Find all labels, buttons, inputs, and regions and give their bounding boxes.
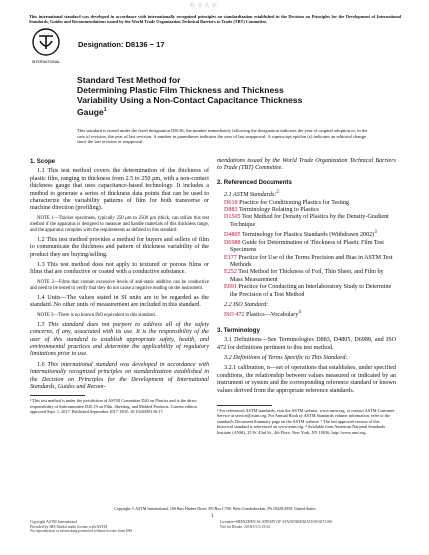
astm-standards-label: 2.1 ASTM Standards:$^2$ (224, 189, 279, 199)
reference-item[interactable]: E252 Test Method for Thickness of Foil, Thin Sheet, and Film by Mass Measurement (224, 269, 384, 283)
watermark-text: 购 业 从 获 (190, 4, 218, 9)
astm-logo-icon (30, 27, 62, 67)
title-line: Standard Test Method for (77, 75, 181, 85)
terminology-heading: 3. Terminology (217, 326, 260, 334)
iso-standard-label: 2.2 ISO Standard: (224, 301, 269, 308)
footnote-rule (217, 405, 272, 406)
reference-link[interactable]: ISO 472 (224, 312, 245, 319)
logo-caption: INTERNATIONAL (31, 60, 61, 64)
footer-right: Licensee=SHENZHEN ACADEMY OF STANDARDIZATION 6072106 Not for Resale, 2018/1/3 3:15:52 (220, 520, 332, 529)
reference-item[interactable]: D4805 Terminology for Plastics Standards (Withdrawn 2002)$^3$ (224, 229, 377, 239)
terminology-3-1: 3.1 Definitions—See Terminologies D883, D4805, D6988, and ISO 472 for definitions pertinent to this test method. (217, 337, 396, 351)
document-title (77, 75, 377, 117)
refs-heading: 2. Referenced Documents (217, 178, 292, 186)
reference-link[interactable]: D618 (224, 199, 238, 206)
note-3: NOTE 3—There is no known ISO equivalent to this standard. (37, 312, 156, 318)
scope-continuation: mendations issued by the World Trade Organization Technical Barriers to Trade (TBT) Committee. (217, 158, 396, 172)
reference-link[interactable]: E691 (224, 284, 237, 291)
reference-link[interactable]: E252 (224, 269, 237, 276)
right-column (217, 158, 396, 435)
note-1: NOTE 1—Thicker specimens, typically 250 μm to 2500 μm (thick, can utilize this test method if the apparatus is designed to measure and handle materials of this thickness range, and the apparatus complies with the requirements as defined in this standard. (30, 215, 209, 233)
reference-list (224, 200, 396, 299)
footnote-2-4: ² For referenced ASTM standards, visit the ASTM website, www.astm.org, or contact ASTM Customer Service at service@astm.org. For Annual Book of ASTM Standards volume information, refer to the standard's Document Summary page on the ASTM website. ³ The last approved version of this historical standard is referenced on www.astm.org. ⁴ Available from American National Standards Institute (ANSI), 25 W. 43rd St., 4th Floor, New York, NY 10036, http://www.ansi.org. (217, 408, 395, 435)
scope-heading: 1. Scope (30, 158, 56, 165)
reference-link[interactable]: D883 (224, 207, 238, 214)
iso-reference-item[interactable]: ISO 472 Plastics—Vocabulary$^4$ (224, 309, 301, 319)
reference-item[interactable]: D6988 Guide for Determination of Thickness of Plastic Film Test Specimens (224, 239, 384, 254)
terminology-3-2-1: 3.2.1 calibration, n—set of operations that establishes, under specified conditions, the relationship between values measured or indicated by an instrument or system and the corresponding reference standard or known values derived from the appropriate reference standards. (217, 365, 396, 394)
reference-item[interactable]: E691 Practice for Conducting an Interlaboratory Study to Determine the Precision of a Test Method (224, 284, 392, 298)
designation: Designation: D8136 − 17 (78, 40, 165, 49)
scope-1-2: 1.2 This test method provides a method for buyers and sellers of film to communicate the thickness and pattern of thickness variability of the product they are buying/selling. (30, 236, 209, 258)
scope-1-1: 1.1 This test method covers the determination of the thickness of plastic film, ranging in thickness from 2.5 to 250 μm, with a non-contact thickness gauge that uses capacitance-based technology. It includes a method to generate a series of thickness data points that can be used to characterize the variability patterns of film for both transverse or machine direction (profiling). (30, 168, 209, 212)
reference-item[interactable]: D883 Terminology Relating to Plastics (224, 207, 319, 214)
reference-link[interactable]: D1505 (224, 214, 241, 221)
page-number: 1 (211, 513, 214, 519)
footnote-1: ¹ This test method is under the jurisdiction of ASTM Committee D20 on Plastics and is the direct responsibility of Subcommittee D20.19 on Film, Sheeting, and Molded Products. Current edition approved Sept. 1, 2017. Published September 2017. DOI: 10.1520/D8136-17. (30, 398, 197, 415)
reference-link[interactable]: D6988 (224, 239, 241, 246)
footer-left: Copyright ASTM International Provided by IHS Markit under license with ASTM No reproduction or networking permitted without license from IHS (30, 520, 133, 534)
reference-link[interactable]: D4805 (224, 232, 241, 239)
scope-1-4: 1.4 Units—The values stated in SI units are to be regarded as the standard. No other units of measurement are included in this standard. (30, 294, 209, 309)
reference-link[interactable]: E177 (224, 254, 237, 261)
reference-item[interactable]: D1505 Test Method for Density of Plastics by the Density-Gradient Technique (224, 214, 389, 228)
issuance-note: This standard is issued under the fixed designation D8136; the number immediately following the designation indicates the year of original adoption or, in the case of revision, the year of last revision. A number in parentheses indicates the year of last reapproval. A superscript epsilon (ε) indicates an editorial change since the last revision or reapproval. (77, 128, 368, 145)
left-column (30, 158, 209, 415)
title-line: Variability Using a Non-Contact Capacitance Thickness (77, 95, 303, 105)
title-line: Gauge$^1$ (77, 106, 107, 117)
title-line: Determining Plastic Film Thickness and Thickness (77, 85, 284, 95)
header-notice: This international standard was developed in accordance with internationally recognized principles on standardization established in the Decision on Principles for the Development of International Standards, Guides and Recommendations issued by the World Trade Organization Technical Barriers to Trade (TBT) Committee. (29, 14, 401, 25)
reference-item[interactable]: D618 Practice for Conditioning Plastics for Testing (224, 199, 350, 206)
note-2: NOTE 2—Films that contain excessive levels of anti-static additive can be conductive and need to be tested to verify that they do not cause a negative reading on the instrument. (30, 279, 209, 291)
scope-1-6: 1.6 This international standard was developed in accordance with internationally recognized principles on standardization established in the Decision on Principles for the Development of International Standards, Guides and Recom- (30, 361, 209, 390)
reference-item[interactable]: E177 Practice for Use of the Terms Precision and Bias in ASTM Test Methods (224, 254, 393, 268)
scope-1-5: 1.5 This standard does not purport to address all of the safety concerns, if any, associated with its use. It is the responsibility of the user of this standard to establish appropriate safety, health, and environmental practices and determine the applicability of regulatory limitations prior to use. (30, 321, 209, 358)
terminology-3-2: 3.2 Definitions of Terms Specific to This Standard: (224, 355, 348, 362)
scope-1-3: 1.3 This test method does not apply to textured or porous films or films that are conductive or coated with a conductive substance. (30, 262, 209, 276)
copyright-line: Copyright © ASTM International, 100 Barr Harbor Drive, PO Box C700, West Conshohocken, PA 19428-2959. United States (114, 506, 316, 511)
footnote-rule (30, 395, 85, 396)
